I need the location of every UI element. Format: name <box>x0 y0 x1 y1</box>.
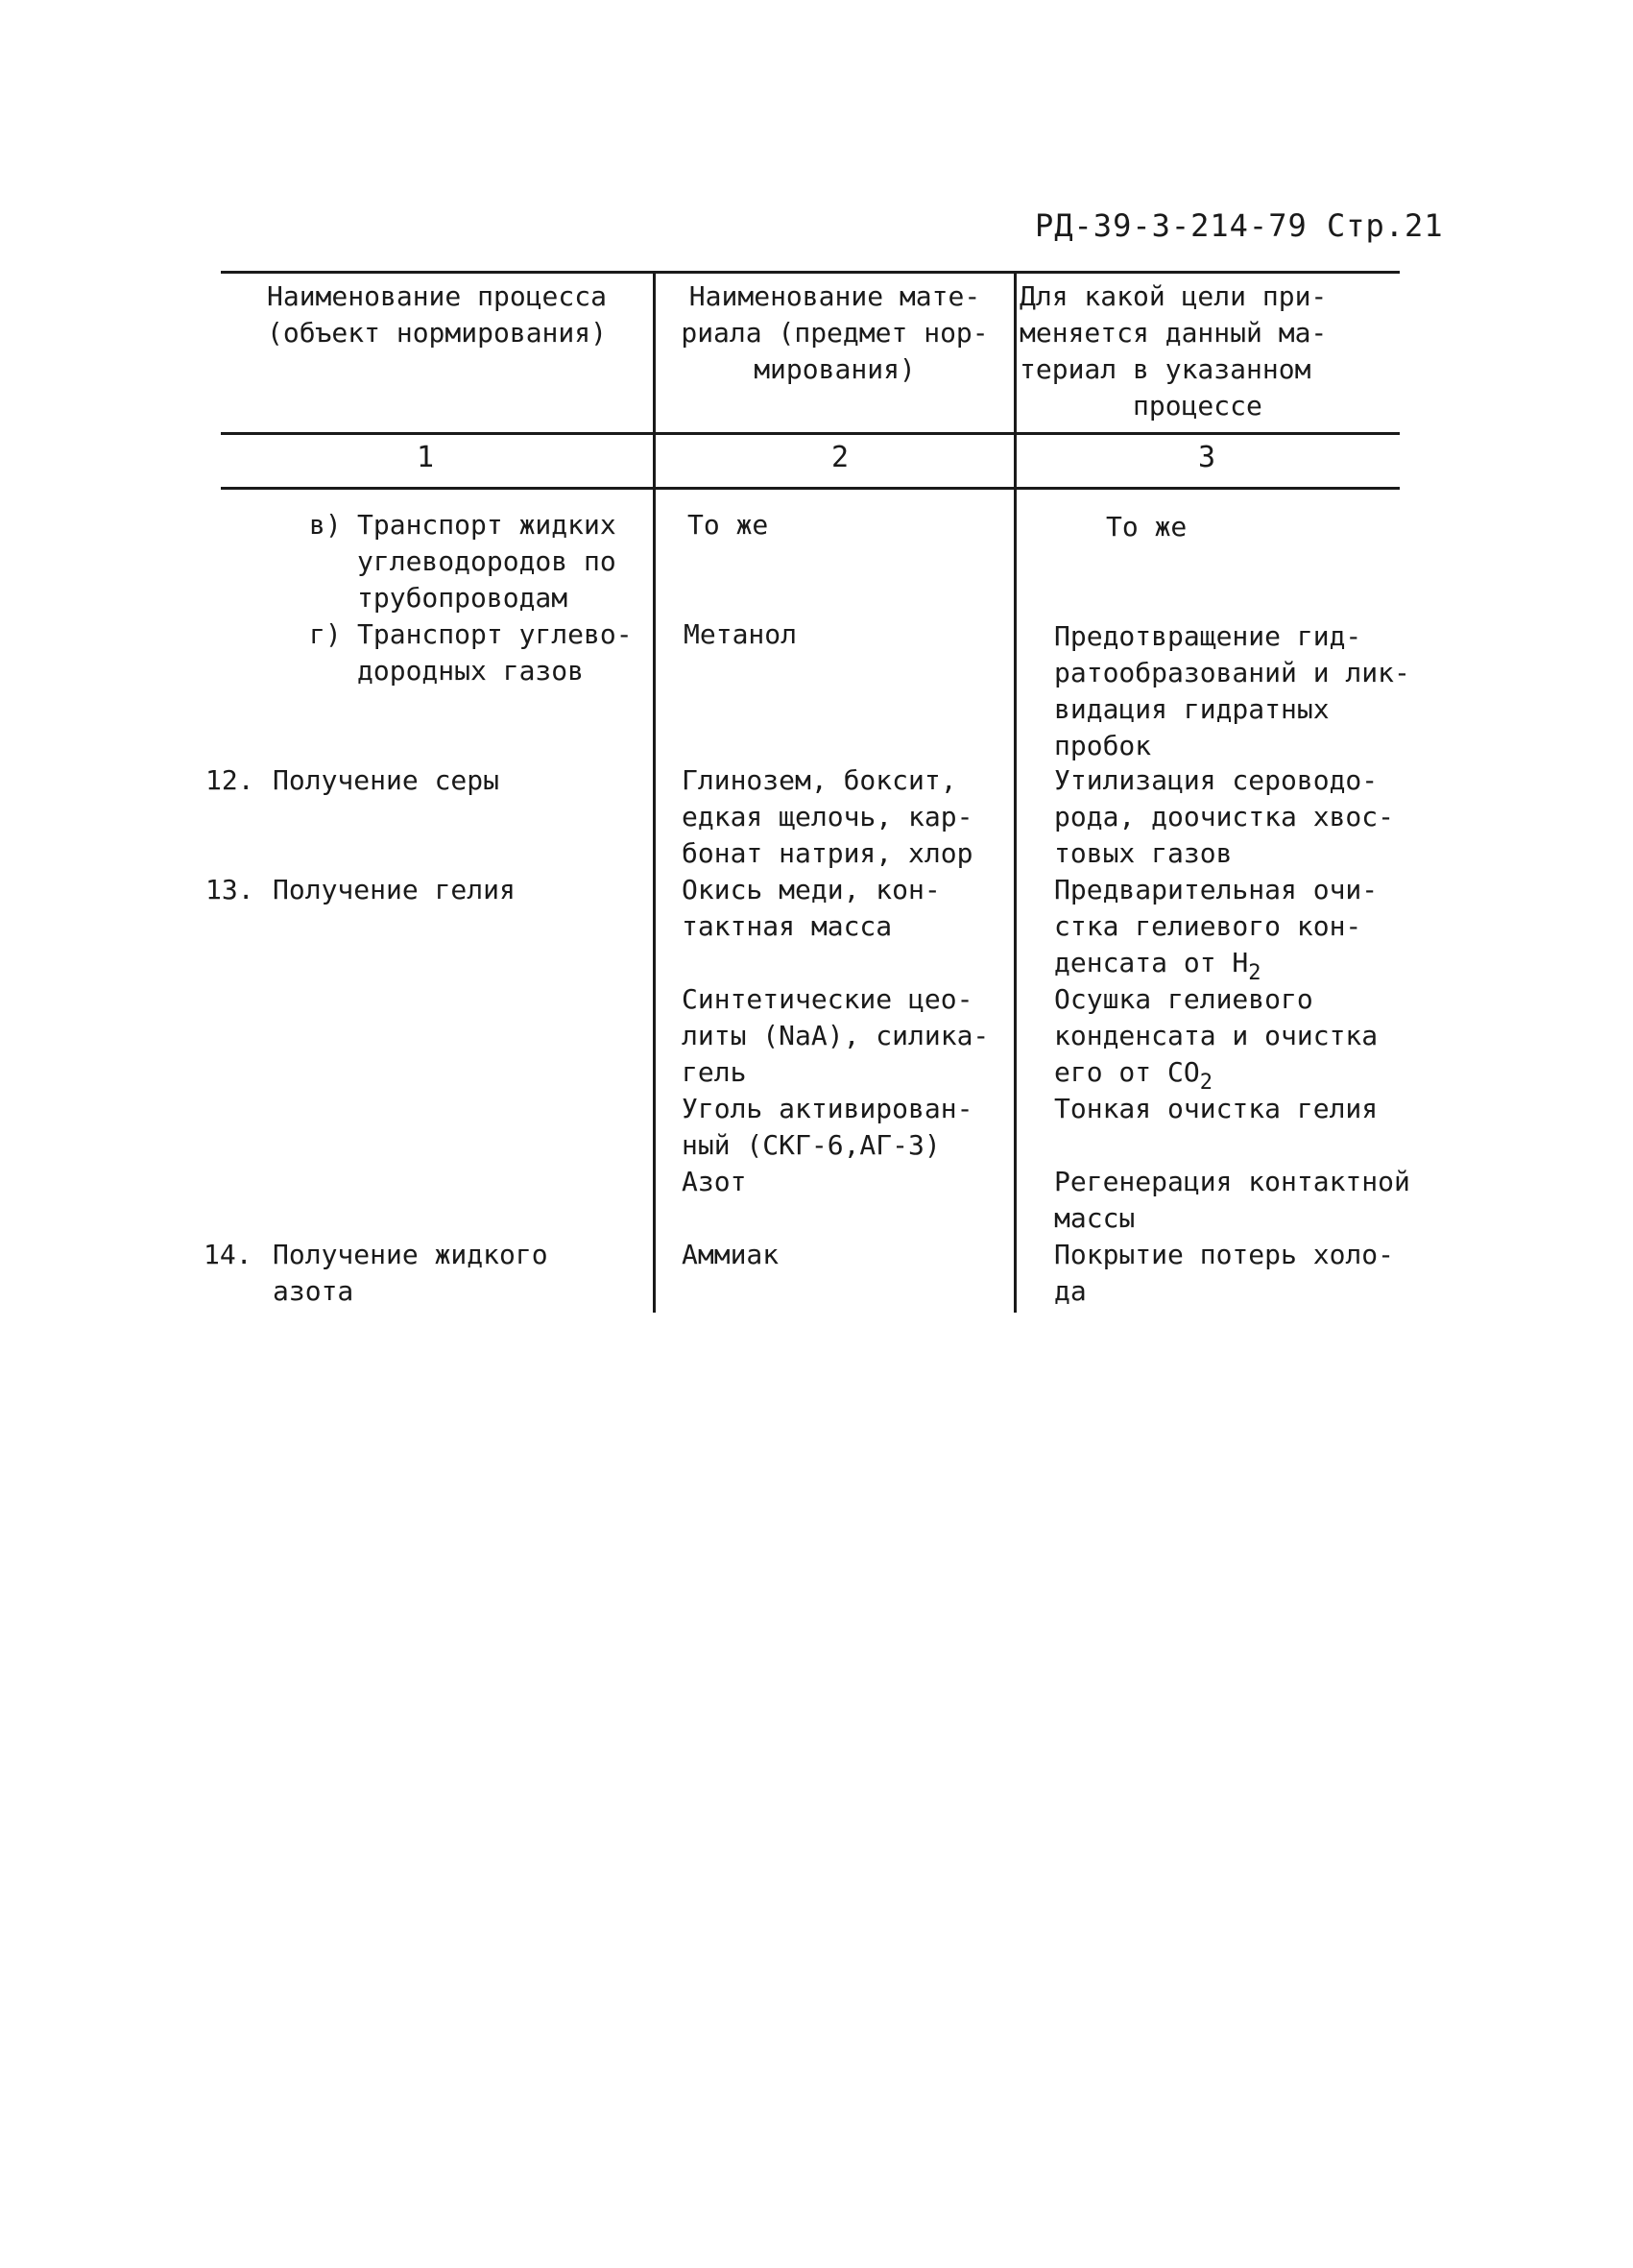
column-number-1: 1 <box>417 441 435 474</box>
row-14-purpose: Покрытие потерь холо- да <box>1054 1239 1395 1307</box>
row-13-purpose-1-line-1: Предварительная очи- <box>1054 874 1379 905</box>
subscript: 2 <box>1248 961 1261 985</box>
row-g-number: г) <box>309 618 342 650</box>
row-13-purpose-3: Тонкая очистка гелия <box>1054 1093 1379 1124</box>
row-v-process: Транспорт жидких углеводородов по трубопроводам <box>357 509 616 614</box>
purpose-text: денсата от H <box>1054 947 1249 978</box>
row-13-material-4: Азот <box>682 1166 747 1197</box>
subscript: 2 <box>1199 1071 1213 1095</box>
column-header-3: Для какой цели при- меняется данный ма- териал в указанном <box>1020 280 1328 385</box>
row-g-purpose: Предотвращение гид- ратообразований и лик- видация гидратных пробок <box>1054 620 1410 761</box>
row-13-purpose-2-line-3 <box>1054 1054 1213 1095</box>
column-divider-1 <box>653 271 656 1313</box>
row-12-process: Получение серы <box>273 764 500 796</box>
row-13-material-2: Синтетические цео- литы (NaA), силика- гель <box>682 983 990 1088</box>
column-header-1: Наименование процесса (объект нормирования) <box>266 280 607 349</box>
column-numbers-bottom-rule <box>221 487 1400 490</box>
page-header: РД-39-3-214-79 Стр.21 <box>1035 207 1444 244</box>
row-12-purpose: Утилизация сероводо- рода, доочистка хвос- товых газов <box>1054 764 1395 869</box>
column-divider-2-lower <box>1014 487 1017 1313</box>
row-14-process: Получение жидкого азота <box>273 1239 548 1307</box>
purpose-text: его от CO <box>1054 1056 1200 1088</box>
row-13-number: 13. <box>205 874 254 905</box>
row-13-purpose-4: Регенерация контактной массы <box>1054 1166 1410 1234</box>
header-bottom-rule <box>221 432 1400 435</box>
row-13-purpose-2-line-1: Осушка гелиевого <box>1054 983 1313 1015</box>
row-14-number: 14. <box>204 1239 252 1270</box>
row-13-purpose-2-line-2: конденсата и очистка <box>1054 1020 1379 1051</box>
column-header-2: Наименование мате- риала (предмет нор- мирования) <box>681 280 989 385</box>
column-divider-2 <box>1014 271 1017 490</box>
row-12-material: Глинозем, боксит, едкая щелочь, кар- бонат натрия, хлор <box>682 764 973 869</box>
row-13-purpose-1-line-3 <box>1054 945 1261 985</box>
column-header-3-last: процессе <box>1133 390 1262 422</box>
row-13-material-3: Уголь активирован- ный (СКГ-6,АГ-3) <box>682 1093 973 1161</box>
row-v-number: в) <box>309 509 342 541</box>
column-number-3: 3 <box>1198 441 1216 474</box>
row-13-process: Получение гелия <box>273 874 516 905</box>
row-v-material: То же <box>687 509 769 541</box>
row-14-material: Аммиак <box>682 1239 780 1270</box>
row-13-material-1: Окись меди, кон- тактная масса <box>682 874 941 942</box>
row-12-number: 12. <box>205 764 254 796</box>
row-g-material: Метанол <box>684 618 798 650</box>
column-number-2: 2 <box>831 441 850 474</box>
row-v-purpose: То же <box>1106 511 1188 543</box>
row-g-process: Транспорт углево- дородных газов <box>357 618 633 687</box>
table-top-rule <box>221 271 1400 274</box>
row-13-purpose-1-line-2: стка гелиевого кон- <box>1054 910 1362 942</box>
